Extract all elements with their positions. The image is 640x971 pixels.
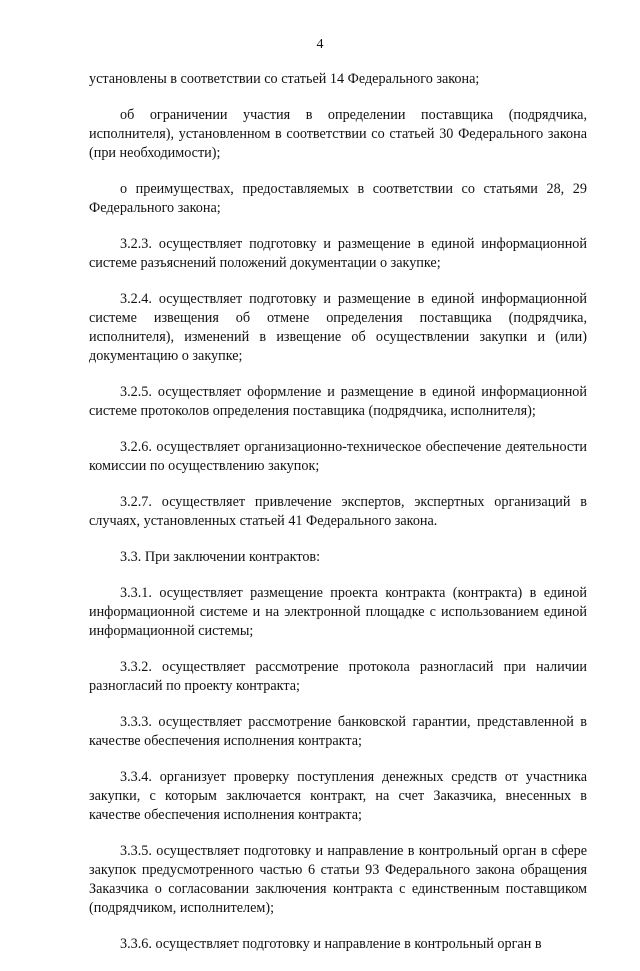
page-number: 4 [316, 37, 324, 52]
paragraph: 3.3.6. осуществляет подготовку и направление в контрольный орган в [120, 936, 542, 952]
paragraph: 3.3.3. осуществляет рассмотрение банковской гарантии, представленной в качестве обеспечения исполнения контракта; [89, 714, 587, 749]
paragraph: 3.3.5. осуществляет подготовку и направление в контрольный орган в сфере закупок предусмотренного частью 6 статьи 93 Федерального закона обращения Заказчика о согласовании заключения контракта с единственным поставщиком (подрядчиком, исполнителем); [89, 843, 587, 916]
paragraph: 3.2.4. осуществляет подготовку и размещение в единой информационной системе извещения об отмене определения поставщика (подрядчика, исполнителя), изменений в извещение об осуществлении закупки и (или) документацию о закупке; [89, 291, 587, 364]
paragraph: 3.3.2. осуществляет рассмотрение протокола разногласий при наличии разногласий по проекту контракта; [89, 659, 587, 694]
document-body [89, 70, 587, 971]
paragraph: о преимуществах, предоставляемых в соответствии со статьями 28, 29 Федерального закона; [89, 181, 587, 216]
paragraph: 3.2.7. осуществляет привлечение экспертов, экспертных организаций в случаях, установленных статьей 41 Федерального закона. [89, 494, 587, 529]
section-heading: 3.3. При заключении контрактов: [120, 549, 321, 565]
paragraph: 3.2.6. осуществляет организационно-техническое обеспечение деятельности комиссии по осуществлению закупок; [89, 439, 587, 474]
paragraph: 3.3.4. организует проверку поступления денежных средств от участника закупки, с которым заключается контракт, на счет Заказчика, внесенных в качестве обеспечения исполнения контракта; [89, 769, 587, 823]
paragraph: 3.3.1. осуществляет размещение проекта контракта (контракта) в единой информационной системе и на электронной площадке с использованием единой информационной системы; [89, 585, 587, 639]
paragraph: 3.2.3. осуществляет подготовку и размещение в единой информационной системе разъяснений положений документации о закупке; [89, 236, 587, 271]
paragraph: 3.2.5. осуществляет оформление и размещение в единой информационной системе протоколов определения поставщика (подрядчика, исполнителя); [89, 384, 587, 419]
paragraph: установлены в соответствии со статьей 14 Федерального закона; [89, 71, 480, 87]
paragraph: об ограничении участия в определении поставщика (подрядчика, исполнителя), установленном в соответствии со статьей 30 Федерального закона (при необходимости); [89, 107, 587, 161]
